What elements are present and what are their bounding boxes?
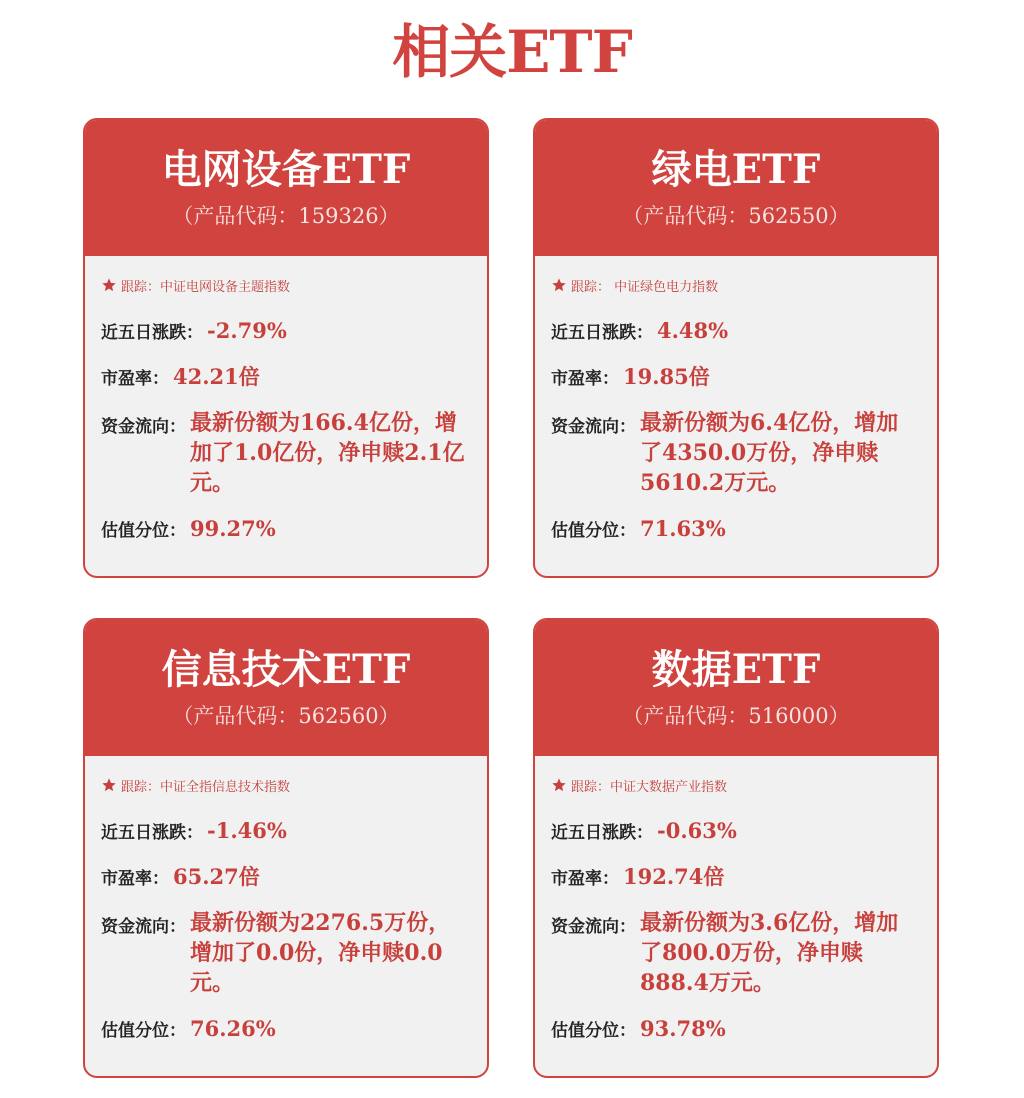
fund-flow-row [551,908,919,998]
tracking-index: 中证电网设备主题指数 [160,279,291,295]
valuation-row [551,1014,919,1044]
tracking-index: 中证大数据产业指数 [610,779,728,795]
valuation-label: 估值分位： [551,521,636,541]
etf-name: 信息技术ETF [161,646,411,693]
star-icon [101,777,117,793]
fund-flow-label: 资金流向： [101,917,186,937]
fund-flow-value: 最新份额为3.6亿份，增加了800.0万份，净申赎888.4万元。 [640,910,899,996]
pe-ratio-row [101,862,469,892]
tracking-label: 跟踪： [121,279,161,295]
weekly-change-value: 4.48% [657,318,729,343]
weekly-change-label: 近五日涨跌： [551,823,653,843]
weekly-change-row [101,316,469,346]
card-header [85,620,487,756]
weekly-change-value: -2.79% [207,318,287,343]
page-title: 相关ETF [392,18,632,86]
pe-ratio-label: 市盈率： [551,369,619,389]
weekly-change-value: -1.46% [207,818,287,843]
card-body [535,256,937,544]
etf-card-data[interactable] [533,618,939,1078]
tracking-label: 跟踪： [121,779,161,795]
tracking-row [101,270,469,300]
valuation-value: 76.26% [190,1016,276,1041]
valuation-value: 93.78% [640,1016,726,1041]
pe-ratio-value: 192.74倍 [623,864,725,889]
fund-flow-label: 资金流向： [551,917,636,937]
fund-flow-label: 资金流向： [551,417,636,437]
pe-ratio-label: 市盈率： [101,369,169,389]
weekly-change-row [101,816,469,846]
etf-name: 绿电ETF [651,146,821,193]
fund-flow-row [101,408,469,498]
etf-card-green-power[interactable] [533,118,939,578]
card-body [85,756,487,1044]
fund-flow-value: 最新份额为166.4亿份，增加了1.0亿份，净申赎2.1亿元。 [190,410,465,496]
star-icon [551,277,567,293]
tracking-row [101,770,469,800]
fund-flow-value: 最新份额为6.4亿份，增加了4350.0万份，净申赎5610.2万元。 [640,410,899,496]
tracking-index: 中证绿色电力指数 [610,279,719,295]
product-code: （产品代码：159326） [172,204,400,228]
tracking-row [551,270,919,300]
product-code: （产品代码：516000） [622,704,850,728]
fund-flow-label: 资金流向： [101,417,186,437]
card-body [535,756,937,1044]
weekly-change-row [551,316,919,346]
card-header [535,620,937,756]
product-code: （产品代码：562560） [172,704,400,728]
fund-flow-row [101,908,469,998]
tracking-label: 跟踪： [571,279,611,295]
pe-ratio-label: 市盈率： [101,869,169,889]
star-icon [101,277,117,293]
etf-card-grid-power[interactable] [83,118,489,578]
etf-name: 电网设备ETF [161,146,411,193]
pe-ratio-label: 市盈率： [551,869,619,889]
card-header [535,120,937,256]
weekly-change-row [551,816,919,846]
fund-flow-value: 最新份额为2276.5万份，增加了0.0份，净申赎0.0元。 [190,910,451,996]
tracking-row [551,770,919,800]
pe-ratio-row [101,362,469,392]
valuation-row [101,514,469,544]
valuation-row [101,1014,469,1044]
etf-name: 数据ETF [651,646,821,693]
star-icon [551,777,567,793]
valuation-label: 估值分位： [101,1021,186,1041]
valuation-label: 估值分位： [551,1021,636,1041]
tracking-index: 中证全指信息技术指数 [160,779,291,795]
pe-ratio-value: 42.21倍 [173,364,260,389]
valuation-row [551,514,919,544]
etf-card-info-tech[interactable] [83,618,489,1078]
fund-flow-row [551,408,919,498]
weekly-change-label: 近五日涨跌： [101,823,203,843]
valuation-label: 估值分位： [101,521,186,541]
pe-ratio-row [551,362,919,392]
valuation-value: 71.63% [640,516,726,541]
tracking-label: 跟踪： [571,779,611,795]
valuation-value: 99.27% [190,516,276,541]
pe-ratio-value: 65.27倍 [173,864,260,889]
card-header [85,120,487,256]
product-code: （产品代码：562550） [622,204,850,228]
pe-ratio-row [551,862,919,892]
pe-ratio-value: 19.85倍 [623,364,710,389]
weekly-change-value: -0.63% [657,818,737,843]
weekly-change-label: 近五日涨跌： [551,323,653,343]
weekly-change-label: 近五日涨跌： [101,323,203,343]
card-body [85,256,487,544]
